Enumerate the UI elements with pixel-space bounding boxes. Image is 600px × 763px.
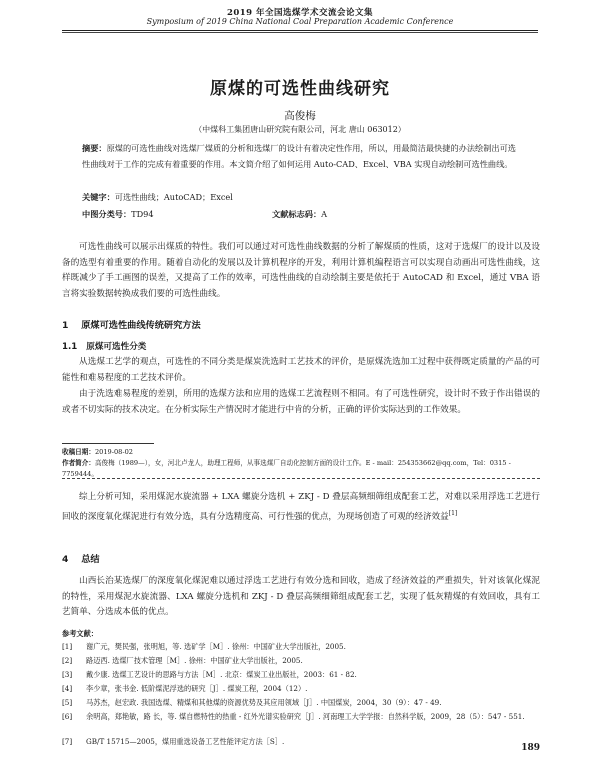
page-number: 189 <box>521 743 540 753</box>
reference-number: [1] <box>62 642 73 651</box>
reference-text: 路迈西. 选煤厂技术管理［M］. 徐州：中国矿业大学出版社，2005. <box>86 656 303 665</box>
reference-number: [6] <box>62 712 73 721</box>
section-4-title: 总结 <box>81 554 100 565</box>
affiliation: （中煤科工集团唐山研究院有限公司，河北 唐山 063012） <box>194 125 406 134</box>
section-1-1-heading <box>62 340 146 352</box>
reference-number: [4] <box>62 684 73 693</box>
keywords <box>82 192 233 203</box>
header-rule-thin <box>62 32 538 33</box>
document-code-label: 文献标志码： <box>272 209 322 219</box>
paragraph-3-text: 综上分析可知，采用煤泥水旋流器 + LXA 螺旋分选机 + ZKJ - D 叠层高频细筛组成配套工艺，对难以采用浮选工艺进行回收的深度氧化煤泥进行有效分选，具有分选精度高、可行性强的优点，为现场创造了可观的经济效益 <box>62 492 540 522</box>
section-4-number: 4 <box>62 554 69 565</box>
paragraph-3 <box>62 490 540 525</box>
reference-text: 马苏杰，赵宏政. 我国选煤、精煤和其他煤的资源优势及其应用领域［J］. 中国煤炭，2004，30（9）：47 - 49. <box>86 698 442 707</box>
paper-title: 原煤的可选性曲线研究 <box>210 79 390 99</box>
reference-text: 谢广元，樊民强，张明旭，等. 选矿学［M］. 徐州：中国矿业大学出版社，2005. <box>86 642 346 651</box>
section-1-title: 原煤可选性曲线传统研究方法 <box>81 320 201 331</box>
keywords-text: 可选性曲线；AutoCAD；Excel <box>114 192 233 202</box>
reference-text: 李少章，张书金. 低阶煤泥浮选的研究［J］. 煤炭工程，2004（12）. <box>86 684 308 693</box>
abstract-text: 原煤的可选性曲线对选煤厂煤质的分析和选煤厂的设计有着决定性作用，所以，用最简洁最快捷的办法绘制出可选性曲线对于工作的完成有着重要的作用。本文简介绍了如何运用 Auto-CAD、Excel、VBA 实现自动绘制可选性曲线。 <box>82 143 516 169</box>
section-1-1-number: 1.1 <box>62 342 78 352</box>
references-heading: 参考文献： <box>62 629 98 638</box>
running-header-cn: 2019 年全国选煤学术交流会论文集 <box>226 8 374 18</box>
abstract-label: 摘要： <box>82 143 107 153</box>
footnote-rule <box>62 443 154 444</box>
received-label: 收稿日期： <box>62 448 95 456</box>
footnote-bio <box>62 458 540 480</box>
classification-label: 中图分类号： <box>82 209 132 219</box>
footnote-received <box>62 447 540 458</box>
reference-number: [3] <box>62 670 73 679</box>
bio-text: 高俊梅（1989—），女，河北卢龙人，助理工程师，从事选煤厂自动化控制方面的设计工作。E - mail：254353662@qq.com，Tel：0315 - 7759444。 <box>62 459 511 478</box>
reference-number: [5] <box>62 698 73 707</box>
section-1-number: 1 <box>62 320 69 331</box>
reference-number: [2] <box>62 656 73 665</box>
classification <box>82 209 154 220</box>
paragraph-4: 山西长治某选煤厂的深度氧化煤泥难以通过浮选工艺进行有效分选和回收，造成了经济效益的严重损失，针对该氧化煤泥的特性，采用煤泥水旋流器、LXA 螺旋分选机和 ZKJ - D 叠层高频细筛组成配套工艺，实现了低灰精煤的有效回收，具有工艺简单、分选成本低的优点。 <box>62 576 540 617</box>
author: 高俊梅 <box>284 110 316 122</box>
reference-number: [7] <box>62 737 73 746</box>
reference-text: GB/T 15715—2005，煤用重选设备工艺性能评定方法［S］. <box>86 737 285 746</box>
section-1-heading <box>62 317 201 331</box>
received-date: 2019-08-02 <box>94 448 133 456</box>
abstract <box>82 140 522 172</box>
column-break-line <box>62 478 540 479</box>
classification-text: TD94 <box>131 209 154 219</box>
citation-1: [1] <box>448 509 458 517</box>
section-4-heading <box>62 551 100 565</box>
paragraph-1: 从选煤工艺学的观点，可选性的不同分类是煤炭洗选时工艺技术的评价，是原煤洗选加工过程中获得既定质量的产品的可能性和难易程度的工艺技术评价。 <box>62 357 540 383</box>
paragraph-2: 由于洗选难易程度的差别，所用的选煤方法和应用的选煤工艺流程则不相同。有了可选性研究，设计时不致于作出错误的或者不切实际的技术决定。在分析实际生产情况时才能进行中肯的分析，正确的评价实际达到的工作效果。 <box>62 389 540 415</box>
running-header-en: Symposium of 2019 China National Coal Preparation Academic Conference <box>146 17 454 26</box>
bio-label: 作者简介： <box>62 459 95 467</box>
section-1-1-title: 原煤可选性分类 <box>86 342 147 352</box>
reference-text: 余明高，郑艳敏，路 长，等. 煤自燃特性的热重 - 红外光谱实验研究［J］. 河南理工大学学报：自然科学版，2009，28（5）：547 - 551. <box>86 712 525 721</box>
document-code <box>272 209 327 220</box>
keywords-label: 关键字： <box>82 192 115 202</box>
document-code-text: A <box>321 209 328 219</box>
intro-paragraph: 可选性曲线可以展示出煤质的特性。我们可以通过对可选性曲线数据的分析了解煤质的性质，这对于选煤厂的设计以及设备的选型有着重要的作用。随着自动化的发展以及计算机程序的开发，利用计算机编程语言可以实现自动画出可选性曲线，这样既减少了手工画图的误差，又提高了工作的效率，可选性曲线的自动绘制主要是依托于 AutoCAD 和 Excel，通过 VBA 语言将实验数据转换成我们要的可选性曲线。 <box>62 242 540 299</box>
reference-text: 戴少康. 选煤工艺设计的思路与方法［M］. 北京：煤炭工业出版社，2003：61 - 82. <box>86 670 357 679</box>
header-rule <box>62 30 538 31</box>
